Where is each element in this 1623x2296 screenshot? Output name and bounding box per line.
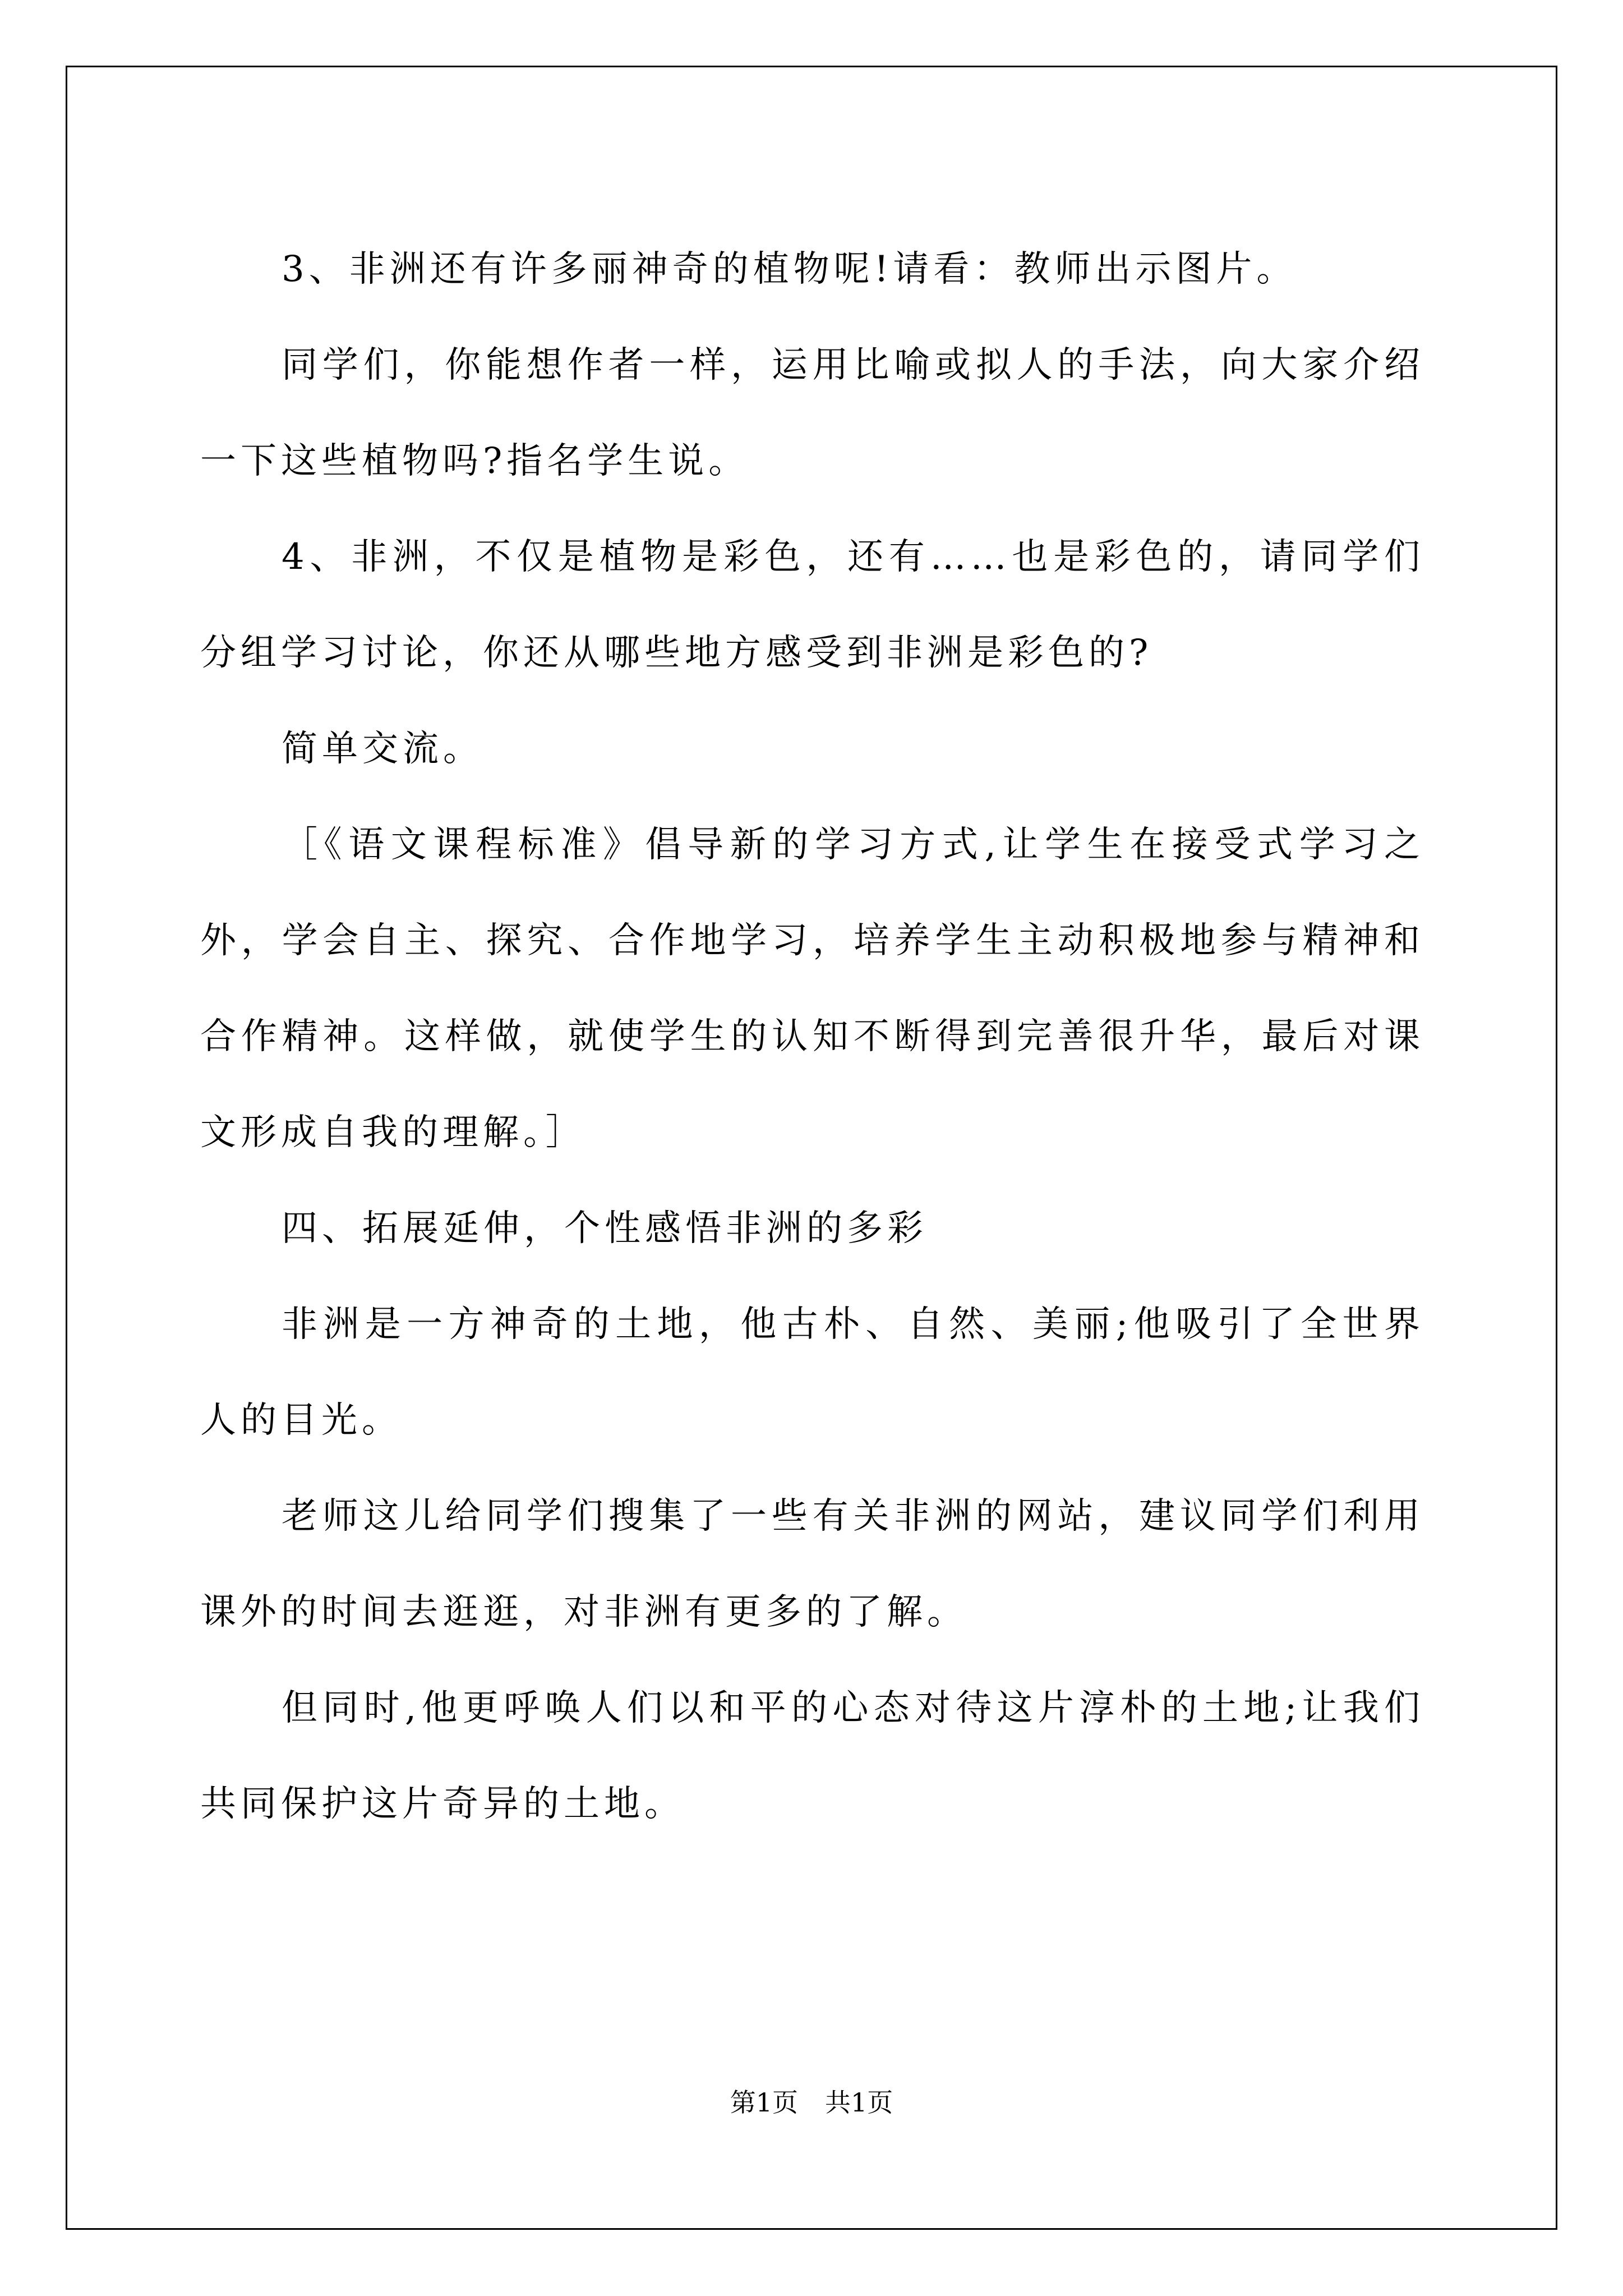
paragraph: 4、非洲，不仅是植物是彩色，还有……也是彩色的，请同学们分组学习讨论，你还从哪些地方感受到非洲是彩色的?	[200, 536, 1424, 674]
paragraph: 简单交流。	[282, 728, 483, 770]
paragraph: 非洲是一方神奇的土地，他古朴、自然、美丽;他吸引了全世界人的目光。	[200, 1304, 1424, 1441]
paragraph: 老师这儿给同学们搜集了一些有关非洲的网站，建议同学们利用课外的时间去逛逛，对非洲有更多的了解。	[200, 1496, 1424, 1633]
page-number-current: 第1页	[730, 2087, 798, 2118]
section-heading: 四、拓展延伸，个性感悟非洲的多彩	[282, 1208, 928, 1249]
paragraph: 3、非洲还有许多丽神奇的植物呢!请看：教师出示图片。	[282, 249, 1297, 290]
document-body	[200, 222, 1424, 1852]
page-footer	[0, 2086, 1623, 2119]
paragraph: ［《语文课程标准》倡导新的学习方式,让学生在接受式学习之外，学会自主、探究、合作地学习，培养学生主动积极地参与精神和合作精神。这样做，就使学生的认知不断得到完善很升华，最后对课文形成自我的理解。］	[200, 824, 1424, 1153]
paragraph: 同学们，你能想作者一样，运用比喻或拟人的手法，向大家介绍一下这些植物吗?指名学生说。	[200, 344, 1424, 482]
paragraph: 但同时,他更呼唤人们以和平的心态对待这片淳朴的土地;让我们共同保护这片奇异的土地。	[200, 1687, 1424, 1825]
page-number-total: 共1页	[825, 2087, 893, 2118]
